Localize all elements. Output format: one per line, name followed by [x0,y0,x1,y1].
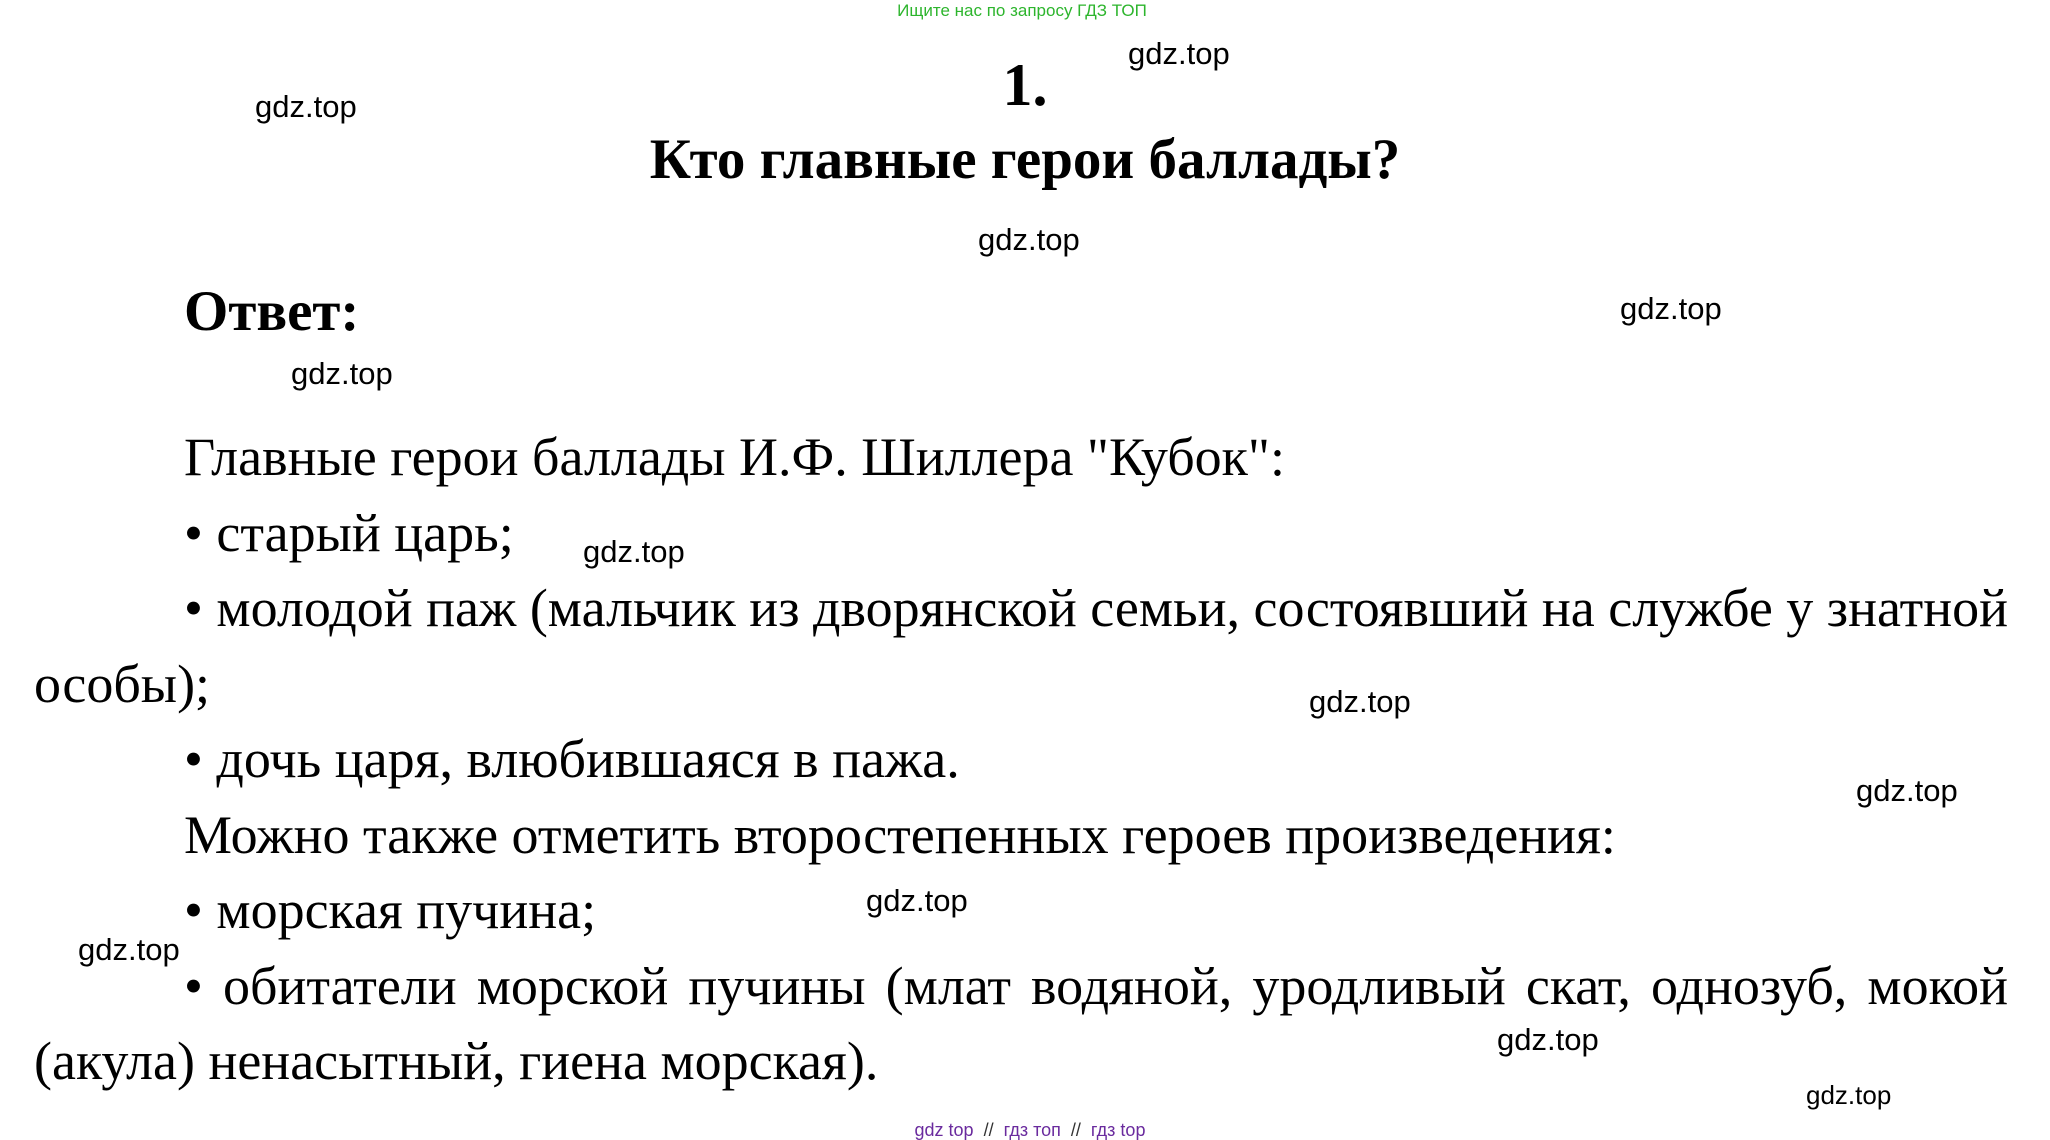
watermark: gdz.top [978,222,1080,257]
search-banner: Ищите нас по запросу ГДЗ ТОП [897,1,1147,20]
answer-paragraph: Можно также отметить второстепенных героев произведения: [184,804,1616,865]
answer-text [34,420,2008,1100]
watermark: gdz.top [583,534,685,569]
footer-separator: // [983,1120,994,1140]
watermark: gdz.top [1856,773,1958,808]
answer-paragraph: • обитатели морской пучины (млат водяной, уродливый скат, однозуб, мокой (акула) ненасытный, гиена морская). [34,955,2008,1091]
task-question: Кто главные герои баллады? [649,128,1401,191]
footer-separator: // [1070,1120,1081,1140]
answer-paragraph: • морская пучина; [184,880,597,940]
watermark: gdz.top [1806,1080,1892,1110]
footer-link[interactable]: гдз top [1090,1120,1146,1140]
watermark: gdz.top [1128,36,1230,71]
task-number: 1. [1002,52,1048,118]
watermark: gdz.top [78,932,180,967]
watermark: gdz.top [866,883,968,918]
answer-label: Ответ: [184,280,360,343]
footer-links [5,1120,2050,1140]
watermark: gdz.top [1309,684,1411,719]
footer-link[interactable]: гдз топ [1003,1120,1061,1140]
answer-paragraph: Главные герои баллады И.Ф. Шиллера "Кубок": [184,427,1285,487]
answer-paragraph: • дочь царя, влюбившаяся в пажа. [184,729,960,789]
answer-paragraph: • старый царь; [184,502,514,563]
watermark: gdz.top [291,356,393,391]
answer-paragraph: • молодой паж (мальчик из дворянской семьи, состоявший на службе у знатной особы); [34,578,2008,714]
watermark: gdz.top [1497,1022,1599,1057]
watermark: gdz.top [1620,291,1722,326]
watermark: gdz.top [255,89,357,124]
footer-link[interactable]: gdz top [914,1120,974,1140]
